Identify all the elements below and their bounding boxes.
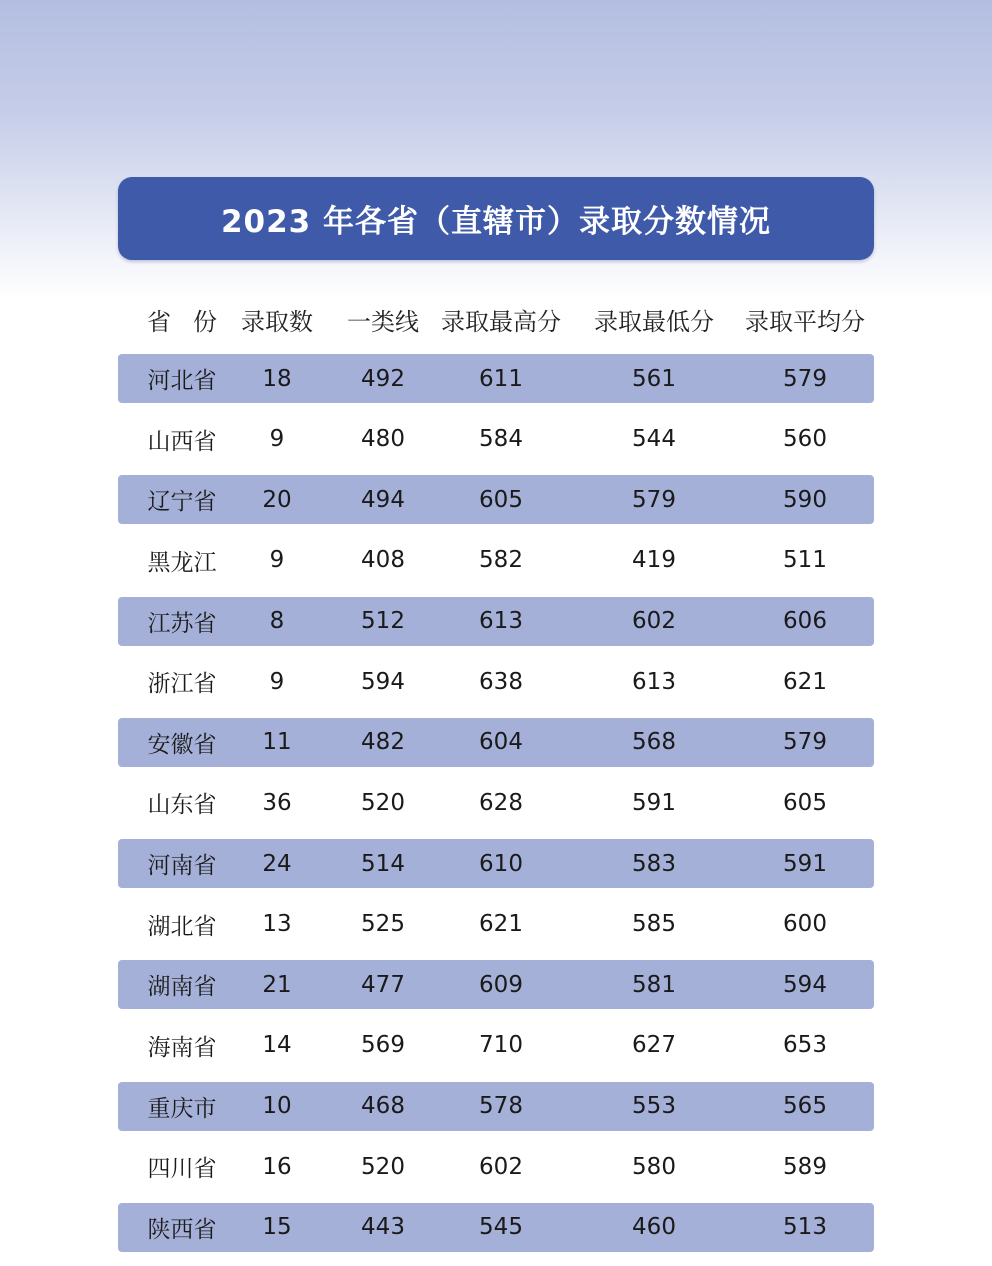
cell-province: 海南省: [147, 1034, 217, 1061]
cell-min: 579: [632, 486, 676, 513]
header-admitted: 录取数: [241, 307, 313, 336]
cell-line: 520: [361, 1153, 405, 1180]
cell-line: 482: [361, 729, 405, 756]
cell-admitted: 8: [269, 608, 285, 634]
cell-max: 605: [479, 486, 523, 513]
title-banner: [118, 177, 874, 260]
cell-max: 610: [479, 850, 523, 877]
cell-line: 494: [361, 486, 405, 513]
cell-province: 湖北省: [147, 913, 217, 940]
table-row: [118, 1142, 874, 1191]
table-row: [118, 354, 874, 403]
cell-avg: 560: [783, 426, 827, 453]
cell-line: 443: [361, 1214, 405, 1241]
cell-avg: 600: [783, 911, 827, 938]
cell-avg: 591: [783, 850, 827, 877]
cell-max: 545: [479, 1214, 523, 1241]
cell-province: 山西省: [147, 428, 217, 455]
cell-province: 重庆市: [147, 1095, 217, 1122]
cell-avg: 594: [783, 971, 827, 998]
table-header: [118, 294, 874, 344]
header-max-score: 录取最高分: [441, 307, 561, 336]
cell-max: 628: [479, 789, 523, 816]
cell-min: 561: [632, 365, 676, 392]
header-province: [147, 294, 217, 344]
page-title: 2023 年各省（直辖市）录取分数情况: [220, 204, 772, 240]
header-province-char-2: 份: [193, 307, 217, 336]
cell-admitted: 13: [262, 911, 292, 938]
cell-province: 河南省: [147, 853, 217, 879]
cell-avg: 511: [783, 547, 827, 574]
table-row: [118, 1203, 874, 1252]
cell-max: 611: [479, 365, 523, 392]
cell-line: 480: [361, 426, 405, 453]
cell-max: 578: [479, 1093, 523, 1119]
header-tier-one-line: 一类线: [347, 307, 419, 336]
cell-avg: 579: [783, 365, 827, 392]
cell-max: 613: [479, 608, 523, 634]
cell-min: 580: [632, 1153, 676, 1180]
cell-admitted: 21: [262, 971, 292, 998]
cell-line: 569: [361, 1032, 405, 1059]
cell-max: 604: [479, 729, 523, 756]
cell-max: 638: [479, 668, 523, 695]
cell-province: 山东省: [147, 792, 217, 819]
cell-province: 陕西省: [147, 1216, 217, 1243]
cell-line: 514: [361, 850, 405, 877]
header-avg-score: 录取平均分: [745, 307, 865, 336]
cell-admitted: 14: [262, 1032, 292, 1059]
table-row: [118, 1082, 874, 1131]
table-row: [118, 718, 874, 767]
cell-province: 浙江省: [147, 671, 217, 698]
cell-max: 710: [479, 1032, 523, 1059]
cell-min: 583: [632, 850, 676, 877]
header-province-char-1: 省: [147, 307, 171, 336]
cell-admitted: 9: [269, 547, 285, 574]
table-row: [118, 778, 874, 827]
cell-avg: 605: [783, 789, 827, 816]
cell-min: 419: [632, 547, 676, 574]
table-row: [118, 657, 874, 706]
cell-max: 609: [479, 971, 523, 998]
cell-line: 525: [361, 911, 405, 938]
cell-min: 553: [632, 1093, 676, 1119]
cell-province: 四川省: [147, 1156, 217, 1183]
cell-max: 621: [479, 911, 523, 938]
table-row: [118, 415, 874, 464]
cell-min: 585: [632, 911, 676, 938]
score-table: [118, 354, 874, 1263]
cell-max: 582: [479, 547, 523, 574]
cell-avg: 621: [783, 668, 827, 695]
cell-line: 594: [361, 668, 405, 695]
header-min-score: 录取最低分: [594, 307, 714, 336]
cell-min: 460: [632, 1214, 676, 1241]
cell-avg: 565: [783, 1093, 827, 1119]
cell-province: 湖南省: [147, 974, 217, 1001]
cell-admitted: 16: [262, 1153, 292, 1180]
cell-admitted: 20: [262, 486, 292, 513]
cell-admitted: 24: [262, 850, 292, 877]
cell-admitted: 18: [262, 365, 292, 392]
cell-avg: 590: [783, 486, 827, 513]
table-row: [118, 839, 874, 888]
table-row: [118, 536, 874, 585]
cell-province: 辽宁省: [147, 489, 217, 516]
cell-admitted: 36: [262, 789, 292, 816]
table-row: [118, 1021, 874, 1070]
cell-avg: 606: [783, 608, 827, 634]
cell-min: 544: [632, 426, 676, 453]
cell-line: 520: [361, 789, 405, 816]
cell-line: 408: [361, 547, 405, 574]
table-row: [118, 900, 874, 949]
cell-line: 492: [361, 365, 405, 392]
cell-province: 江苏省: [147, 610, 217, 637]
cell-avg: 589: [783, 1153, 827, 1180]
cell-admitted: 9: [269, 426, 285, 453]
cell-min: 581: [632, 971, 676, 998]
table-row: [118, 960, 874, 1009]
cell-avg: 513: [783, 1214, 827, 1241]
table-row: [118, 475, 874, 524]
cell-max: 602: [479, 1153, 523, 1180]
cell-avg: 579: [783, 729, 827, 756]
cell-line: 468: [361, 1093, 405, 1119]
cell-max: 584: [479, 426, 523, 453]
cell-province: 河北省: [147, 368, 217, 394]
cell-admitted: 11: [262, 729, 292, 756]
cell-admitted: 9: [269, 668, 285, 695]
cell-avg: 653: [783, 1032, 827, 1059]
cell-line: 477: [361, 971, 405, 998]
cell-province: 安徽省: [147, 731, 217, 758]
table-row: [118, 597, 874, 646]
cell-min: 591: [632, 789, 676, 816]
cell-province: 黑龙江: [147, 549, 217, 576]
cell-min: 602: [632, 608, 676, 634]
cell-min: 627: [632, 1032, 676, 1059]
cell-line: 512: [361, 608, 405, 634]
cell-admitted: 15: [262, 1214, 292, 1241]
cell-admitted: 10: [262, 1093, 292, 1119]
cell-min: 613: [632, 668, 676, 695]
cell-min: 568: [632, 729, 676, 756]
